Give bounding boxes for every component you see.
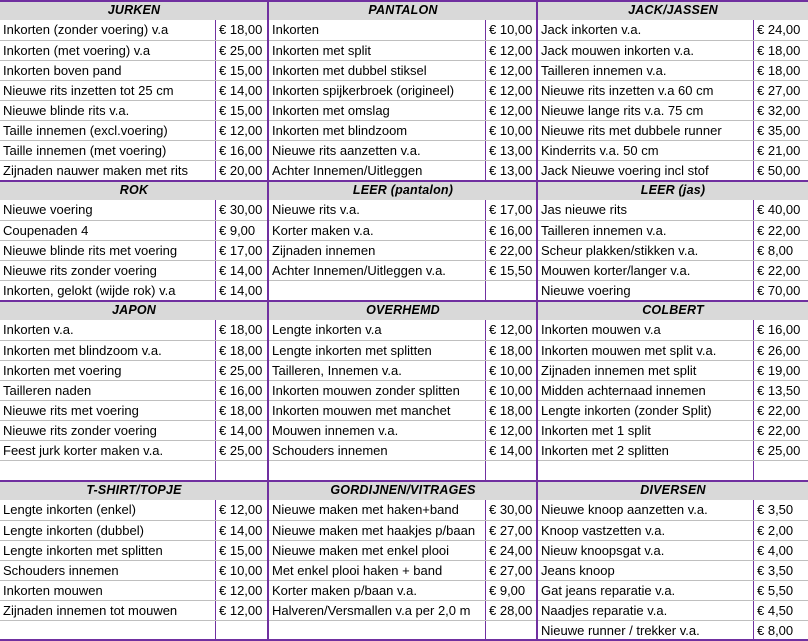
price-row bbox=[269, 320, 537, 340]
price-row bbox=[538, 620, 808, 640]
service-description: Zijnaden innemen tot mouwen bbox=[3, 603, 178, 618]
service-price: € 18,00 bbox=[215, 20, 268, 40]
service-price: € 24,00 bbox=[485, 541, 537, 560]
service-price: € 40,00 bbox=[753, 200, 808, 220]
service-description: Nieuwe rits v.a. bbox=[272, 202, 360, 217]
service-description: Nieuwe rits inzetten tot 25 cm bbox=[3, 83, 174, 98]
price-row bbox=[269, 60, 537, 80]
category-section bbox=[269, 180, 537, 300]
service-price: € 70,00 bbox=[753, 281, 808, 300]
service-description: Taille innemen (met voering) bbox=[3, 143, 167, 158]
price-row bbox=[0, 20, 268, 40]
price-row bbox=[538, 260, 808, 280]
price-row bbox=[269, 200, 537, 220]
service-price: € 30,00 bbox=[485, 500, 537, 520]
category-section bbox=[538, 0, 808, 180]
price-row bbox=[538, 420, 808, 440]
service-description: Lengte inkorten met splitten bbox=[3, 543, 163, 558]
service-description: Inkorten met voering bbox=[3, 363, 122, 378]
service-price: € 15,00 bbox=[215, 101, 268, 120]
price-row bbox=[269, 260, 537, 280]
category-title: COLBERT bbox=[538, 300, 808, 320]
price-row bbox=[269, 220, 537, 240]
service-price: € 5,50 bbox=[753, 581, 808, 600]
service-description: Zijnaden innemen bbox=[272, 243, 376, 258]
service-price: € 14,00 bbox=[215, 521, 268, 540]
service-description: Inkorten boven pand bbox=[3, 63, 122, 78]
service-description: Inkorten bbox=[272, 22, 319, 37]
service-description: Nieuwe voering bbox=[541, 283, 631, 298]
price-row bbox=[0, 460, 268, 480]
price-row bbox=[269, 580, 537, 600]
category-title: JURKEN bbox=[0, 0, 268, 20]
service-price: € 18,00 bbox=[753, 41, 808, 60]
service-description: Lengte inkorten (enkel) bbox=[3, 502, 136, 517]
price-row bbox=[0, 500, 268, 520]
category-title: JACK/JASSEN bbox=[538, 0, 808, 20]
service-price: € 27,00 bbox=[485, 561, 537, 580]
service-price: € 14,00 bbox=[215, 281, 268, 300]
service-description: Jeans knoop bbox=[541, 563, 615, 578]
service-description: Nieuwe rits zonder voering bbox=[3, 263, 157, 278]
price-row bbox=[269, 620, 537, 640]
price-row bbox=[269, 240, 537, 260]
service-description: Lengte inkorten v.a bbox=[272, 322, 382, 337]
price-row bbox=[538, 340, 808, 360]
price-row bbox=[0, 540, 268, 560]
category-section bbox=[0, 0, 268, 180]
service-price: € 18,00 bbox=[753, 61, 808, 80]
service-price: € 18,00 bbox=[485, 341, 537, 360]
service-price: € 21,00 bbox=[753, 141, 808, 160]
service-description: Nieuwe rits zonder voering bbox=[3, 423, 157, 438]
service-price: € 10,00 bbox=[215, 561, 268, 580]
service-description: Nieuwe maken met enkel plooi bbox=[272, 543, 450, 558]
service-price: € 18,00 bbox=[215, 341, 268, 360]
service-price: € 12,00 bbox=[215, 500, 268, 520]
service-description: Met enkel plooi haken + band bbox=[272, 563, 443, 578]
service-price: € 50,00 bbox=[753, 161, 808, 180]
price-row bbox=[269, 160, 537, 180]
service-description: Nieuwe maken met haakjes p/baan bbox=[272, 523, 476, 538]
price-row bbox=[538, 20, 808, 40]
price-row bbox=[269, 20, 537, 40]
price-row bbox=[0, 320, 268, 340]
price-row bbox=[269, 280, 537, 300]
service-description: Inkorten, gelokt (wijde rok) v.a bbox=[3, 283, 176, 298]
price-row bbox=[269, 140, 537, 160]
service-price: € 15,00 bbox=[215, 541, 268, 560]
category-section bbox=[538, 480, 808, 640]
service-price: € 10,00 bbox=[485, 121, 537, 140]
price-row bbox=[0, 360, 268, 380]
price-row bbox=[0, 120, 268, 140]
service-description: Nieuwe knoop aanzetten v.a. bbox=[541, 502, 708, 517]
service-price: € 13,50 bbox=[753, 381, 808, 400]
service-price bbox=[215, 461, 268, 480]
service-price: € 14,00 bbox=[485, 441, 537, 460]
service-price: € 30,00 bbox=[215, 200, 268, 220]
service-description: Korter maken p/baan v.a. bbox=[272, 583, 418, 598]
price-row bbox=[538, 40, 808, 60]
service-description: Inkorten v.a. bbox=[3, 322, 74, 337]
service-description: Nieuwe rits met dubbele runner bbox=[541, 123, 722, 138]
service-price: € 22,00 bbox=[485, 241, 537, 260]
column-divider bbox=[267, 0, 269, 641]
service-price: € 32,00 bbox=[753, 101, 808, 120]
price-row bbox=[0, 200, 268, 220]
price-row bbox=[538, 120, 808, 140]
service-description: Nieuwe maken met haken+band bbox=[272, 502, 459, 517]
service-price: € 12,00 bbox=[485, 421, 537, 440]
service-price: € 12,00 bbox=[485, 101, 537, 120]
service-price: € 10,00 bbox=[485, 361, 537, 380]
service-price: € 12,00 bbox=[485, 320, 537, 340]
category-section bbox=[0, 180, 268, 300]
category-title: ROK bbox=[0, 180, 268, 200]
service-description: Midden achternaad innemen bbox=[541, 383, 706, 398]
service-price: € 16,00 bbox=[753, 320, 808, 340]
price-row bbox=[538, 440, 808, 460]
service-description: Naadjes reparatie v.a. bbox=[541, 603, 668, 618]
service-description: Jack mouwen inkorten v.a. bbox=[541, 43, 694, 58]
service-description: Inkorten spijkerbroek (origineel) bbox=[272, 83, 455, 98]
service-price: € 17,00 bbox=[215, 241, 268, 260]
service-price bbox=[485, 281, 537, 300]
service-description: Jas nieuwe rits bbox=[541, 202, 627, 217]
service-price: € 22,00 bbox=[753, 421, 808, 440]
price-row bbox=[538, 60, 808, 80]
service-description: Mouwen innemen v.a. bbox=[272, 423, 399, 438]
service-price: € 8,00 bbox=[753, 621, 808, 640]
price-row bbox=[0, 440, 268, 460]
service-description: Gat jeans reparatie v.a. bbox=[541, 583, 676, 598]
service-price bbox=[215, 621, 268, 640]
category-title: OVERHEMD bbox=[269, 300, 537, 320]
price-row bbox=[0, 420, 268, 440]
price-row bbox=[269, 600, 537, 620]
service-price: € 17,00 bbox=[485, 200, 537, 220]
service-price: € 4,50 bbox=[753, 601, 808, 620]
price-row bbox=[538, 540, 808, 560]
price-row bbox=[538, 400, 808, 420]
service-price: € 16,00 bbox=[215, 381, 268, 400]
price-row bbox=[0, 520, 268, 540]
service-description: Nieuwe voering bbox=[3, 202, 93, 217]
price-row bbox=[269, 500, 537, 520]
service-description: Inkorten (zonder voering) v.a bbox=[3, 22, 169, 37]
column-divider bbox=[536, 0, 538, 641]
service-price: € 8,00 bbox=[753, 241, 808, 260]
service-price bbox=[485, 461, 537, 480]
service-description: Schouders innemen bbox=[272, 443, 388, 458]
price-row bbox=[269, 360, 537, 380]
service-description: Halveren/Versmallen v.a per 2,0 m bbox=[272, 603, 471, 618]
category-title: T-SHIRT/TOPJE bbox=[0, 480, 268, 500]
service-description: Inkorten mouwen bbox=[3, 583, 103, 598]
price-row bbox=[538, 240, 808, 260]
service-description: Inkorten mouwen zonder splitten bbox=[272, 383, 460, 398]
service-description: Achter Innemen/Uitleggen v.a. bbox=[272, 263, 446, 278]
service-description: Nieuwe blinde rits met voering bbox=[3, 243, 178, 258]
price-row bbox=[538, 280, 808, 300]
service-price: € 24,00 bbox=[753, 20, 808, 40]
service-price: € 25,00 bbox=[215, 441, 268, 460]
service-description: Taille innemen (excl.voering) bbox=[3, 123, 168, 138]
price-row bbox=[269, 100, 537, 120]
service-price: € 20,00 bbox=[215, 161, 268, 180]
price-row bbox=[0, 340, 268, 360]
service-price: € 13,00 bbox=[485, 141, 537, 160]
service-price: € 25,00 bbox=[753, 441, 808, 460]
price-row bbox=[269, 340, 537, 360]
price-row bbox=[0, 160, 268, 180]
service-price: € 22,00 bbox=[753, 261, 808, 280]
price-row bbox=[538, 560, 808, 580]
category-title: JAPON bbox=[0, 300, 268, 320]
service-description: Schouders innemen bbox=[3, 563, 119, 578]
service-price: € 14,00 bbox=[215, 81, 268, 100]
price-row bbox=[0, 620, 268, 640]
price-row bbox=[0, 40, 268, 60]
price-row bbox=[269, 440, 537, 460]
price-row bbox=[269, 540, 537, 560]
service-price: € 12,00 bbox=[485, 81, 537, 100]
service-description: Jack inkorten v.a. bbox=[541, 22, 642, 37]
service-price: € 19,00 bbox=[753, 361, 808, 380]
service-price: € 14,00 bbox=[215, 421, 268, 440]
service-description: Nieuwe blinde rits v.a. bbox=[3, 103, 130, 118]
service-price: € 9,00 bbox=[485, 581, 537, 600]
service-price: € 3,50 bbox=[753, 500, 808, 520]
service-description: Inkorten met 1 split bbox=[541, 423, 651, 438]
service-description: Lengte inkorten met splitten bbox=[272, 343, 432, 358]
service-price: € 3,50 bbox=[753, 561, 808, 580]
category-title: PANTALON bbox=[269, 0, 537, 20]
price-row bbox=[269, 80, 537, 100]
service-description: Feest jurk korter maken v.a. bbox=[3, 443, 164, 458]
price-row bbox=[269, 120, 537, 140]
price-row bbox=[0, 260, 268, 280]
price-row bbox=[538, 140, 808, 160]
category-section bbox=[0, 300, 268, 480]
service-price: € 35,00 bbox=[753, 121, 808, 140]
service-price: € 10,00 bbox=[485, 20, 537, 40]
category-section bbox=[269, 0, 537, 180]
price-row bbox=[269, 400, 537, 420]
service-description: Inkorten met 2 splitten bbox=[541, 443, 669, 458]
service-description: Jack Nieuwe voering incl stof bbox=[541, 163, 709, 178]
category-section bbox=[538, 180, 808, 300]
service-description: Tailleren, Innemen v.a. bbox=[272, 363, 402, 378]
service-price: € 26,00 bbox=[753, 341, 808, 360]
service-price: € 22,00 bbox=[753, 221, 808, 240]
category-section bbox=[269, 480, 537, 640]
price-row bbox=[269, 460, 537, 480]
price-row bbox=[269, 40, 537, 60]
category-section bbox=[538, 300, 808, 480]
price-row bbox=[538, 500, 808, 520]
service-price: € 12,00 bbox=[215, 601, 268, 620]
service-price bbox=[753, 461, 808, 480]
service-description: Tailleren innemen v.a. bbox=[541, 223, 667, 238]
service-description: Inkorten mouwen met split v.a. bbox=[541, 343, 717, 358]
price-row bbox=[0, 60, 268, 80]
service-description: Inkorten met split bbox=[272, 43, 371, 58]
price-row bbox=[538, 520, 808, 540]
service-price: € 27,00 bbox=[485, 521, 537, 540]
price-row bbox=[538, 600, 808, 620]
service-price: € 18,00 bbox=[215, 401, 268, 420]
service-description: Zijnaden innemen met split bbox=[541, 363, 697, 378]
category-title: LEER (jas) bbox=[538, 180, 808, 200]
service-description: Lengte inkorten (zonder Split) bbox=[541, 403, 712, 418]
price-row bbox=[0, 280, 268, 300]
price-row bbox=[0, 380, 268, 400]
service-price: € 12,00 bbox=[485, 61, 537, 80]
price-row bbox=[538, 360, 808, 380]
service-description: Kinderrits v.a. 50 cm bbox=[541, 143, 659, 158]
service-description: Inkorten mouwen v.a bbox=[541, 322, 661, 337]
service-price: € 14,00 bbox=[215, 261, 268, 280]
service-price: € 9,00 bbox=[215, 221, 268, 240]
category-title: LEER (pantalon) bbox=[269, 180, 537, 200]
service-description: Inkorten met dubbel stiksel bbox=[272, 63, 427, 78]
service-price: € 28,00 bbox=[485, 601, 537, 620]
price-row bbox=[538, 580, 808, 600]
category-section bbox=[269, 300, 537, 480]
service-price: € 16,00 bbox=[485, 221, 537, 240]
service-description: Tailleren innemen v.a. bbox=[541, 63, 667, 78]
service-description: Inkorten (met voering) v.a bbox=[3, 43, 151, 58]
service-price: € 10,00 bbox=[485, 381, 537, 400]
category-title: DIVERSEN bbox=[538, 480, 808, 500]
price-row bbox=[269, 380, 537, 400]
category-section bbox=[0, 480, 268, 640]
service-price: € 18,00 bbox=[485, 401, 537, 420]
price-row bbox=[0, 580, 268, 600]
service-description: Tailleren naden bbox=[3, 383, 92, 398]
service-price: € 25,00 bbox=[215, 41, 268, 60]
service-description: Korter maken v.a. bbox=[272, 223, 374, 238]
price-row bbox=[538, 460, 808, 480]
service-price: € 22,00 bbox=[753, 401, 808, 420]
service-price: € 12,00 bbox=[485, 41, 537, 60]
price-row bbox=[0, 400, 268, 420]
service-description: Nieuwe rits aanzetten v.a. bbox=[272, 143, 421, 158]
service-price: € 16,00 bbox=[215, 141, 268, 160]
service-price: € 25,00 bbox=[215, 361, 268, 380]
price-row bbox=[538, 100, 808, 120]
price-row bbox=[538, 160, 808, 180]
service-price: € 15,50 bbox=[485, 261, 537, 280]
service-description: Lengte inkorten (dubbel) bbox=[3, 523, 144, 538]
service-price: € 15,00 bbox=[215, 61, 268, 80]
service-description: Knoop vastzetten v.a. bbox=[541, 523, 666, 538]
service-price: € 18,00 bbox=[215, 320, 268, 340]
price-row bbox=[0, 240, 268, 260]
service-description: Mouwen korter/langer v.a. bbox=[541, 263, 691, 278]
service-description: Zijnaden nauwer maken met rits bbox=[3, 163, 188, 178]
price-row bbox=[269, 420, 537, 440]
service-price: € 4,00 bbox=[753, 541, 808, 560]
service-description: Nieuwe rits met voering bbox=[3, 403, 139, 418]
price-row bbox=[538, 380, 808, 400]
price-row bbox=[538, 80, 808, 100]
service-price: € 12,00 bbox=[215, 121, 268, 140]
service-description: Inkorten met omslag bbox=[272, 103, 390, 118]
service-description: Inkorten met blindzoom bbox=[272, 123, 408, 138]
service-description: Scheur plakken/stikken v.a. bbox=[541, 243, 699, 258]
service-description: Coupenaden 4 bbox=[3, 223, 89, 238]
price-row bbox=[0, 600, 268, 620]
price-row bbox=[0, 140, 268, 160]
price-row bbox=[0, 560, 268, 580]
price-row bbox=[0, 220, 268, 240]
price-row bbox=[269, 520, 537, 540]
service-price: € 2,00 bbox=[753, 521, 808, 540]
price-row bbox=[538, 220, 808, 240]
service-price: € 27,00 bbox=[753, 81, 808, 100]
service-description: Inkorten met blindzoom v.a. bbox=[3, 343, 162, 358]
service-price: € 13,00 bbox=[485, 161, 537, 180]
service-description: Nieuwe runner / trekker v.a. bbox=[541, 623, 700, 638]
price-row bbox=[0, 80, 268, 100]
service-price: € 12,00 bbox=[215, 581, 268, 600]
service-description: Nieuwe lange rits v.a. 75 cm bbox=[541, 103, 704, 118]
service-price bbox=[485, 621, 537, 640]
price-row bbox=[538, 200, 808, 220]
service-description: Achter Innemen/Uitleggen bbox=[272, 163, 423, 178]
service-description: Nieuwe rits inzetten v.a 60 cm bbox=[541, 83, 714, 98]
category-title: GORDIJNEN/VITRAGES bbox=[269, 480, 537, 500]
service-description: Nieuw knoopsgat v.a. bbox=[541, 543, 665, 558]
price-row bbox=[538, 320, 808, 340]
service-description: Inkorten mouwen met manchet bbox=[272, 403, 451, 418]
price-row bbox=[0, 100, 268, 120]
price-row bbox=[269, 560, 537, 580]
